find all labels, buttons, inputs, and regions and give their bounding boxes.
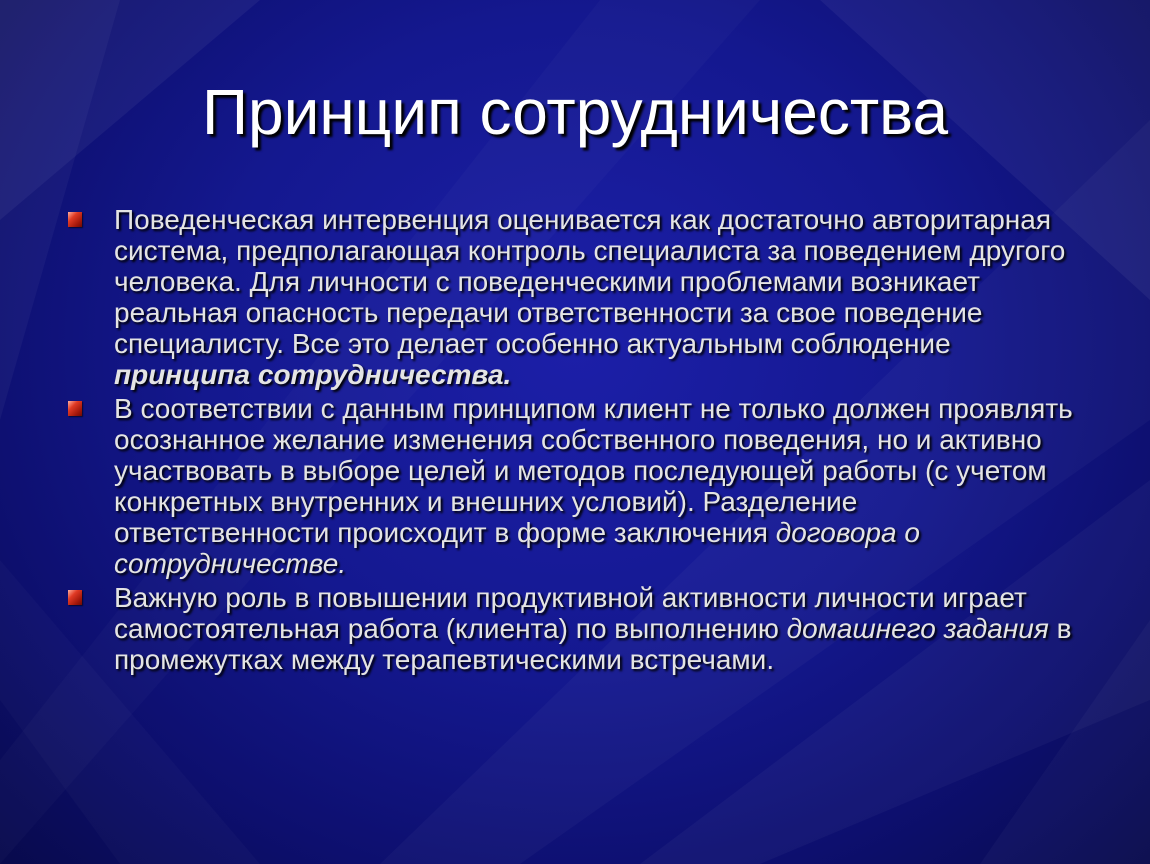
- bullet-text-emphasis: договора о сотрудничестве.: [114, 517, 920, 579]
- bullet-text: [114, 582, 1078, 675]
- bullet-item: [68, 204, 1078, 390]
- bullet-text-plain: В соответствии с данным принципом клиент не только должен проявлять осознанное желание изменения собственного поведения, но и активно участвовать в выборе целей и методов последующей работы (с учетом конкретных внутренних и внешних условий). Разделение ответственности происходит в форме заключения: [114, 393, 1073, 548]
- square-bullet-icon: [68, 590, 82, 605]
- bullet-text: [114, 393, 1078, 579]
- bullet-text-emphasis: принципа сотрудничества.: [114, 359, 512, 390]
- bullet-item: [68, 582, 1078, 675]
- bullet-text-plain-end: в промежутках между терапевтическими встречами.: [114, 613, 1072, 675]
- bullet-list: [68, 204, 1078, 678]
- bullet-item: [68, 393, 1078, 579]
- bullet-text-plain: Важную роль в повышении продуктивной активности личности играет самостоятельная работа (клиента) по выполнению: [114, 582, 1027, 644]
- square-bullet-icon: [68, 212, 82, 227]
- bullet-text-plain: Поведенческая интервенция оценивается как достаточно авторитарная система, предполагающая контроль специалиста за поведением другого человека. Для личности с поведенческими проблемами возникает реальная опасность передачи ответственности за свое поведение специалисту. Все это делает особенно актуальным соблюдение: [114, 204, 1066, 359]
- square-bullet-icon: [68, 401, 82, 416]
- bullet-text-emphasis: домашнего задания: [786, 613, 1049, 644]
- bullet-text: [114, 204, 1078, 390]
- slide-title: Принцип сотрудничества: [201, 76, 949, 148]
